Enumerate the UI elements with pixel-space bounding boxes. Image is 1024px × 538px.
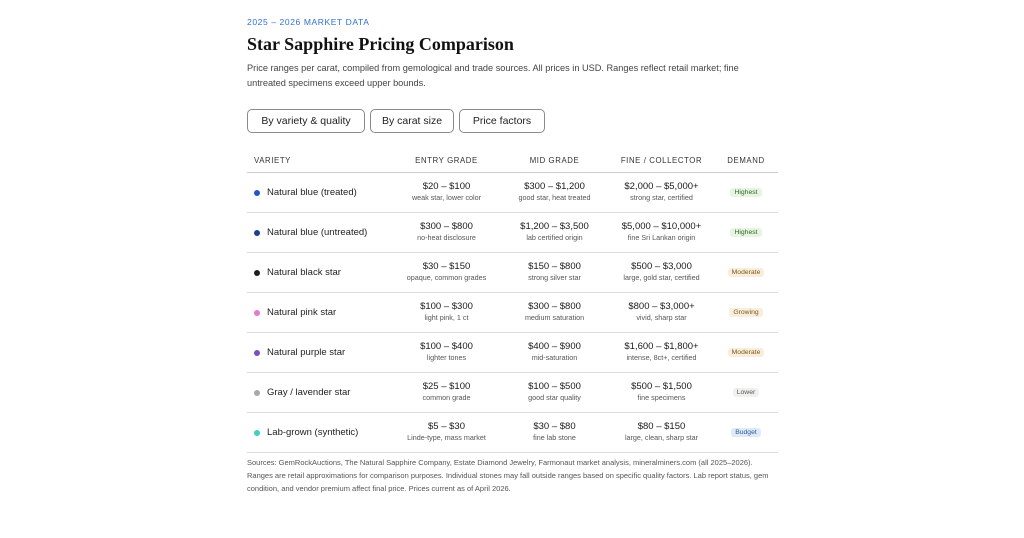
mid-note: good star, heat treated [518, 193, 591, 202]
fine-price: $5,000 – $10,000+ [621, 221, 702, 232]
entry-grade-cell [394, 221, 499, 243]
variety-color-dot [254, 230, 260, 236]
table-row [247, 213, 778, 253]
entry-note: weak star, lower color [411, 193, 482, 202]
variety-color-dot [254, 270, 260, 276]
entry-price: $100 – $400 [420, 341, 473, 352]
variety-color-dot [254, 350, 260, 356]
fine-price: $800 – $3,000+ [628, 301, 695, 312]
variety-cell [254, 373, 350, 412]
demand-cell [717, 333, 775, 372]
fine-note: intense, 8ct+, certified [626, 353, 697, 362]
table-row [247, 293, 778, 333]
table-row [247, 413, 778, 453]
mid-note: strong silver star [528, 273, 581, 282]
pricing-table [247, 150, 778, 453]
table-body [247, 173, 778, 453]
mid-price: $400 – $900 [528, 341, 581, 352]
mid-note: good star quality [528, 393, 581, 402]
column-header-demand: DEMAND [727, 156, 765, 165]
entry-grade-cell [394, 341, 499, 363]
page-title: Star Sapphire Pricing Comparison [247, 34, 514, 54]
entry-grade-cell [394, 261, 499, 283]
table-row [247, 333, 778, 373]
mid-note: medium saturation [524, 313, 585, 322]
entry-price: $20 – $100 [422, 181, 471, 192]
mid-price: $300 – $800 [528, 301, 581, 312]
entry-note: light pink, 1 ct [424, 313, 469, 322]
entry-note: opaque, common grades [406, 273, 487, 282]
entry-grade-cell [394, 381, 499, 403]
variety-name: Natural pink star [267, 307, 337, 318]
mid-price: $1,200 – $3,500 [520, 221, 589, 232]
fine-note: strong star, certified [630, 193, 693, 202]
tab-by-variety-quality[interactable]: By variety & quality [247, 109, 365, 133]
mid-price: $300 – $1,200 [524, 181, 585, 192]
column-header-entry-grade: ENTRY GRADE [415, 156, 478, 165]
view-tabs [247, 109, 545, 133]
variety-name: Natural black star [267, 267, 341, 278]
demand-cell [717, 373, 775, 412]
tab-by-carat-size[interactable]: By carat size [370, 109, 454, 133]
fine-note: large, clean, sharp star [624, 433, 699, 442]
variety-name: Natural blue (untreated) [267, 227, 368, 238]
mid-note: fine lab stone [533, 433, 576, 442]
demand-badge: Moderate [728, 348, 765, 357]
mid-grade-cell [503, 301, 606, 323]
entry-grade-cell [394, 421, 499, 443]
table-header [247, 150, 778, 173]
eyebrow-label: 2025 – 2026 MARKET DATA [247, 17, 370, 27]
variety-cell [254, 173, 357, 212]
variety-color-dot [254, 190, 260, 196]
mid-grade-cell [503, 221, 606, 243]
entry-note: Linde-type, mass market [407, 433, 486, 442]
column-header-variety: VARIETY [254, 156, 291, 165]
mid-price: $30 – $80 [533, 421, 576, 432]
entry-price: $100 – $300 [420, 301, 473, 312]
page-subtitle: Price ranges per carat, compiled from gemological and trade sources. All prices in USD. Ranges reflect retail market; fine untreated specimens exceed upper bounds. [247, 63, 739, 88]
fine-collector-cell [609, 301, 714, 323]
fine-collector-cell [609, 341, 714, 363]
mid-price: $100 – $500 [528, 381, 581, 392]
mid-note: lab certified origin [526, 233, 583, 242]
fine-collector-cell [609, 221, 714, 243]
variety-cell [254, 413, 358, 452]
entry-price: $25 – $100 [422, 381, 471, 392]
demand-badge: Moderate [728, 268, 765, 277]
table-row [247, 253, 778, 293]
variety-color-dot [254, 310, 260, 316]
mid-grade-cell [503, 181, 606, 203]
variety-name: Natural blue (treated) [267, 187, 357, 198]
demand-badge: Highest [730, 228, 761, 237]
entry-note: lighter tones [426, 353, 467, 362]
demand-badge: Growing [729, 308, 762, 317]
sources-note: Sources: GemRockAuctions, The Natural Sapphire Company, Estate Diamond Jewelry, Farmonaut market analysis, mineralminers.com (all 2025–2026). Ranges are retail approximations for comparison purposes. Individual stones may fall outside ranges based on specific quality factors. Lab report status, gem condition, and vendor premium affect final price. Prices current as of April 2026. [247, 458, 769, 493]
fine-collector-cell [609, 421, 714, 443]
mid-grade-cell [503, 261, 606, 283]
demand-cell [717, 213, 775, 252]
variety-name: Natural purple star [267, 347, 346, 358]
fine-price: $80 – $150 [637, 421, 686, 432]
variety-name: Gray / lavender star [267, 387, 351, 398]
fine-price: $1,600 – $1,800+ [624, 341, 699, 352]
variety-cell [254, 213, 367, 252]
mid-price: $150 – $800 [528, 261, 581, 272]
fine-collector-cell [609, 381, 714, 403]
entry-price: $5 – $30 [428, 421, 465, 432]
demand-cell [717, 173, 775, 212]
fine-collector-cell [609, 261, 714, 283]
demand-cell [717, 293, 775, 332]
fine-note: fine specimens [637, 393, 686, 402]
mid-grade-cell [503, 381, 606, 403]
mid-grade-cell [503, 421, 606, 443]
fine-note: fine Sri Lankan origin [627, 233, 696, 242]
demand-badge: Lower [733, 388, 760, 397]
column-header-mid-grade: MID GRADE [529, 156, 580, 165]
entry-note: common grade [422, 393, 471, 402]
demand-cell [717, 413, 775, 452]
variety-color-dot [254, 390, 260, 396]
variety-color-dot [254, 430, 260, 436]
fine-collector-cell [609, 181, 714, 203]
fine-note: vivid, sharp star [636, 313, 687, 322]
entry-grade-cell [394, 181, 499, 203]
table-row [247, 173, 778, 213]
demand-cell [717, 253, 775, 292]
entry-grade-cell [394, 301, 499, 323]
demand-badge: Budget [731, 428, 761, 437]
fine-price: $500 – $1,500 [631, 381, 692, 392]
variety-cell [254, 253, 341, 292]
fine-price: $2,000 – $5,000+ [624, 181, 699, 192]
variety-cell [254, 333, 345, 372]
entry-note: no-heat disclosure [417, 233, 476, 242]
fine-price: $500 – $3,000 [631, 261, 692, 272]
column-header-fine-collector: FINE / COLLECTOR [620, 156, 703, 165]
variety-cell [254, 293, 336, 332]
entry-price: $30 – $150 [422, 261, 471, 272]
mid-note: mid-saturation [531, 353, 578, 362]
fine-note: large, gold star, certified [623, 273, 700, 282]
demand-badge: Highest [730, 188, 761, 197]
tab-price-factors[interactable]: Price factors [459, 109, 545, 133]
variety-name: Lab-grown (synthetic) [267, 427, 359, 438]
entry-price: $300 – $800 [420, 221, 473, 232]
table-row [247, 373, 778, 413]
mid-grade-cell [503, 341, 606, 363]
